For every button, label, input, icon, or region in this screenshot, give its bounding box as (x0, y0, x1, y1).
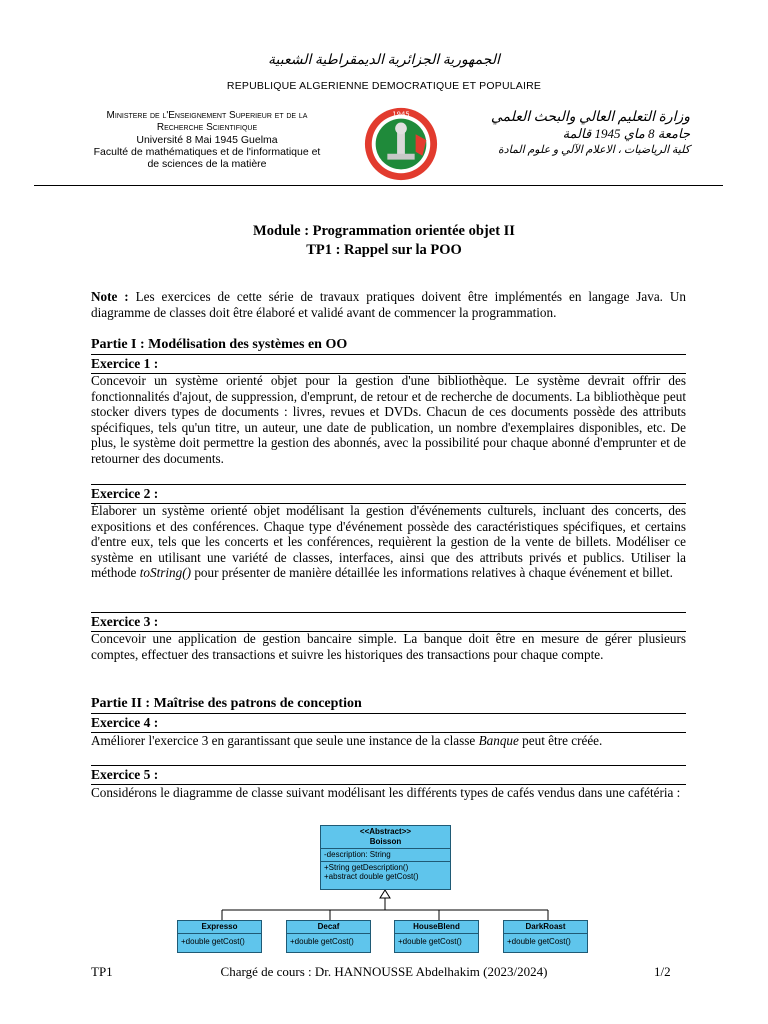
logo-year: 1945 (392, 110, 410, 119)
uml-boisson-methods (321, 861, 450, 883)
republic-title: REPUBLIQUE ALGERIENNE DEMOCRATIQUE ET POPULAIRE (226, 80, 542, 92)
exercise-2-heading: Exercice 2 : (91, 484, 686, 504)
ministry-line-2: Recherche Scientifique (156, 122, 258, 133)
uml-boisson-name: Boisson (369, 837, 402, 846)
inheritance-arrow-icon (380, 890, 390, 898)
tp-title: TP1 : Rappel sur la POO (306, 242, 462, 258)
note-paragraph (91, 289, 686, 320)
arabic-university: جامعة 8 ماي 1945 قالمة (562, 126, 690, 141)
university-logo-icon (362, 105, 440, 183)
uml-decaf-method: +double getCost() (287, 933, 370, 948)
footer-tp-label: TP1 (91, 964, 113, 979)
exercise-2-text-after: pour présenter de manière détaillée les informations relatives à chaque événement et billet. (191, 565, 673, 580)
arabic-republic-title: الجمهورية الجزائرية الديمقراطية الشعبية (268, 53, 500, 68)
uml-class-expresso (177, 920, 262, 953)
exercise-2-text-before: Élaborer un système orienté objet modélisant la gestion d'événements culturels, incluant des concerts, des expositions et des conférences. Chaque type d'événement possède des caractéristiques spécifiques, et certains d'entre eux, tels que les concerts et les conférences, requièrent la gestion de la vente de billets. Modéliser ce système en utilisant une variété de classes, interfaces, ainsi que des attributs privés et publics. Utiliser la méthode (91, 503, 686, 580)
exercise-2-text (91, 503, 686, 581)
uml-class-houseblend (394, 920, 479, 953)
exercise-3-heading: Exercice 3 : (91, 612, 686, 632)
header-right-block (468, 110, 690, 158)
uml-darkroast-name: DarkRoast (525, 922, 566, 931)
part-2-title: Partie II : Maîtrise des patrons de conception (91, 696, 362, 711)
exercise-4-text (91, 733, 686, 749)
uml-houseblend-method: +double getCost() (395, 933, 478, 948)
ministry-line-1: Ministere de l'Enseignement Superieur et de la (106, 110, 308, 121)
uml-boisson-stereotype: <<Abstract>> (359, 827, 412, 836)
faculty-line-2: de sciences de la matière (147, 158, 267, 170)
arabic-faculty: كلية الرياضيات ، الاعلام الآلي و علوم المادة (497, 144, 690, 156)
exercise-4-heading: Exercice 4 : (91, 713, 686, 733)
exercise-1-text: Concevoir un système orienté objet pour la gestion d'une bibliothèque. Le système devrait offrir des fonctionnalités d'ajout, de suppression, d'emprunt, de retour et de recherche de documents. La bibliothèque peut stocker divers types de documents : livres, revues et DVDs. Chacun de ces documents possède des attributs spécifiques, tels qu'un titre, un auteur, une date de publication, un nombre d'exemplaires disponibles, etc. De plus, le système doit permettre la gestion des abonnés, avec la possibilité pour chaque abonné d'emprunter et de retourner des documents. (91, 373, 686, 466)
exercise-4-class-name: Banque (478, 733, 519, 748)
exercise-4-text-before: Améliorer l'exercice 3 en garantissant que seule une instance de la classe (91, 733, 479, 748)
uml-boisson-method: +String getDescription() (324, 862, 409, 872)
exercise-5-heading: Exercice 5 : (91, 765, 686, 785)
exercise-2-method: toString() (139, 565, 192, 580)
arabic-ministry: وزارة التعليم العالي والبحث العلمي (490, 110, 690, 125)
note-text: Les exercices de cette série de travaux pratiques doivent être implémentés en langage Java. Un diagramme de classes doit être élaboré et validé avant de commencer la programmation. (91, 289, 686, 320)
footer-instructor: Chargé de cours : Dr. HANNOUSSE Abdelhakim (2023/2024) (220, 964, 548, 979)
faculty-line-1: Faculté de mathématiques et de l'informatique et (93, 146, 321, 158)
university-name: Université 8 Mai 1945 Guelma (136, 134, 278, 146)
part-1-title: Partie I : Modélisation des systèmes en OO (91, 337, 348, 352)
exercise-1-heading: Exercice 1 : (91, 354, 686, 374)
uml-boisson-attribute: -description: String (321, 848, 450, 861)
uml-class-darkroast (503, 920, 588, 953)
uml-boisson-method: +abstract double getCost() (324, 872, 419, 881)
header-left-block (76, 110, 338, 170)
uml-class-decaf (286, 920, 371, 953)
exercise-4-text-after: peut être créée. (518, 733, 603, 748)
note-label: Note : (91, 289, 129, 304)
header-divider (34, 185, 723, 186)
uml-expresso-name: Expresso (201, 922, 238, 931)
module-title: Module : Programmation orientée objet II (253, 223, 515, 239)
uml-expresso-method: +double getCost() (178, 933, 261, 948)
uml-houseblend-name: HouseBlend (413, 922, 460, 931)
uml-darkroast-method: +double getCost() (504, 933, 587, 948)
exercise-5-text: Considérons le diagramme de classe suivant modélisant les différents types de cafés vendus dans une cafétéria : (91, 785, 681, 800)
uml-decaf-name: Decaf (317, 922, 340, 931)
footer-page-number: 1/2 (654, 964, 671, 979)
exercise-3-text: Concevoir une application de gestion bancaire simple. La banque doit être en mesure de gérer plusieurs comptes, effectuer des transactions et suivre les historiques des transactions pour chaque compte. (91, 631, 686, 662)
uml-class-boisson (320, 825, 451, 890)
